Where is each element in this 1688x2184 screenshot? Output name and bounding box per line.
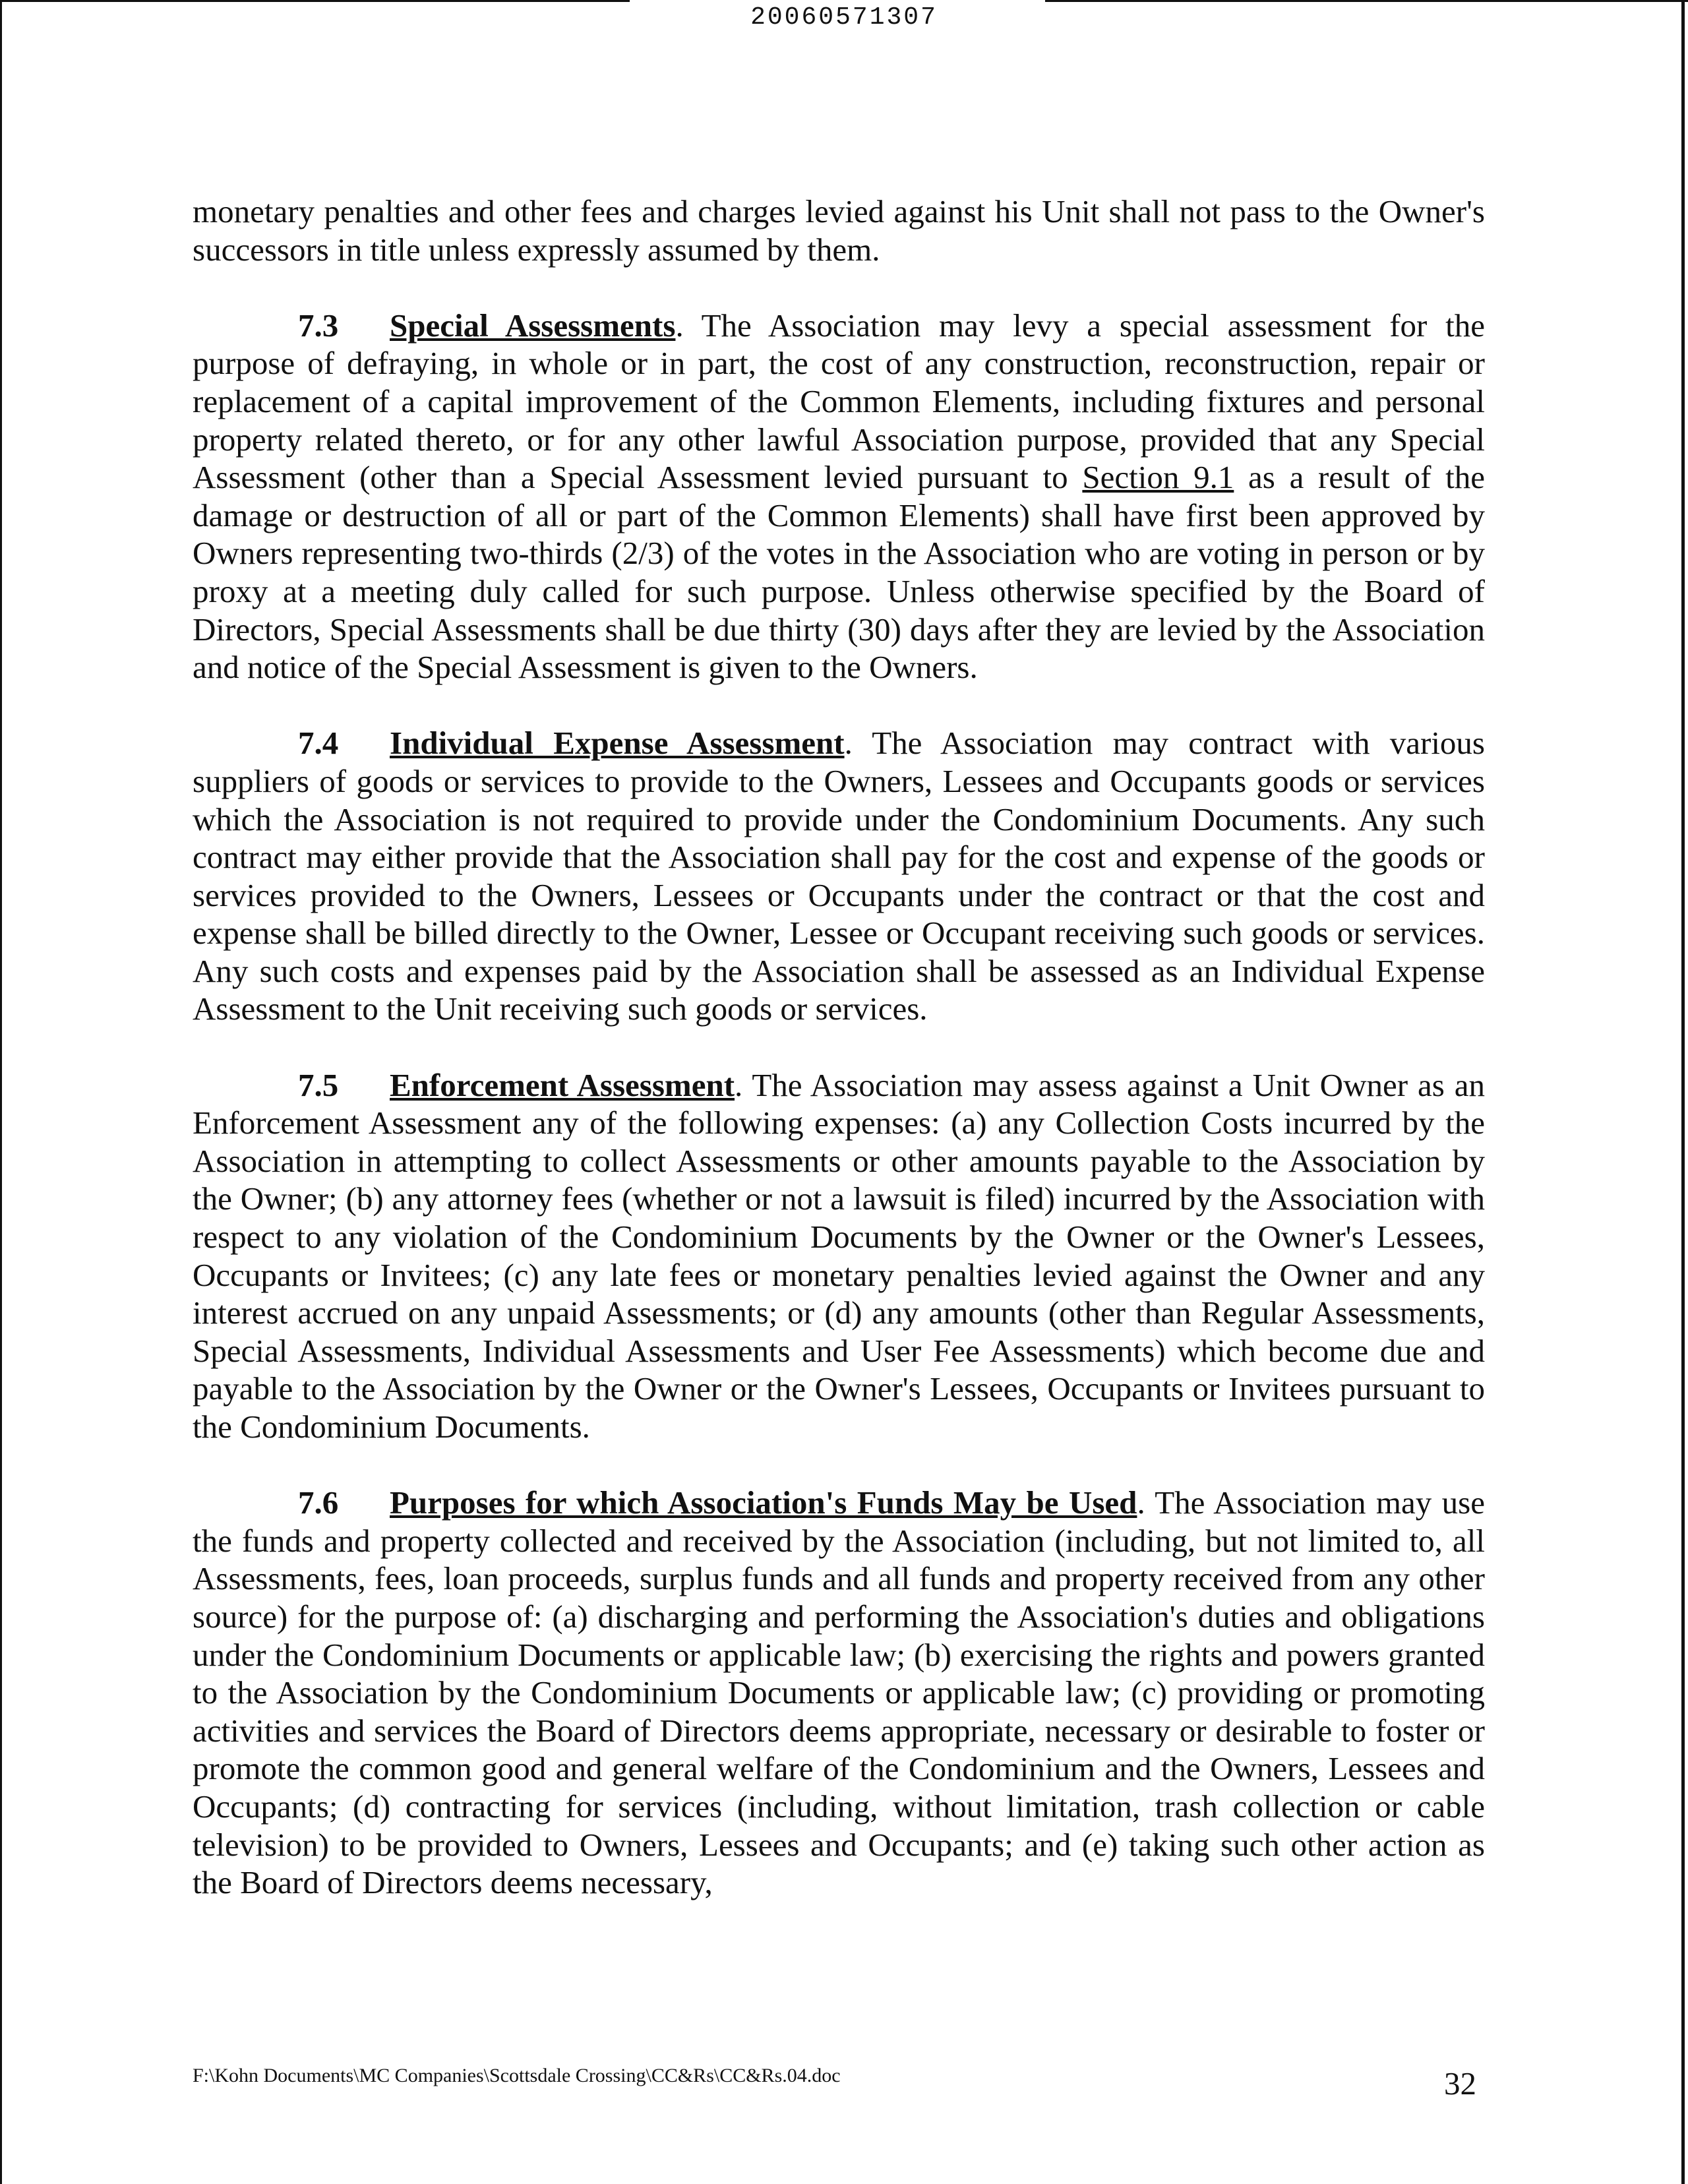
section-7-5 [193,1066,1485,1446]
section-7-6 [193,1484,1485,1902]
section-number: 7.4 [298,725,339,762]
section-text: . The Association may levy a special assessment for the purpose of defraying, in whole or in part, the cost of any construction, reconstruction, repair or replacement of a capital improvement of the Common Elements, including fixtures and personal property related thereto, or for any other lawful Association purpose, provided that any Special Assessment (other than a Special Assessment levied pursuant to [193,307,1486,496]
intro-text: monetary penalties and other fees and charges levied against his Unit shall not pass to the Owner's successors in title unless expressly assumed by them. [193,193,1485,268]
right-scan-edge [1681,0,1685,2184]
section-heading: Purposes for which Association's Funds May be Used [390,1484,1137,1521]
section-7-3 [193,307,1485,686]
document-body [193,193,1485,1902]
section-text-continued: as a result of the damage or destruction of all or part of the Common Elements) shall have first been approved by Owners representing two-thirds (2/3) of the votes in the Association who are voting in person or by proxy at a meeting duly called for such purpose. Unless otherwise specified by the Board of Directors, Special Assessments shall be due thirty (30) days after they are levied by the Association and notice of the Special Assessment is given to the Owners. [193,459,1485,686]
section-text: . The Association may contract with various suppliers of goods or services to provide to the Owners, Lessees and Occupants goods or services which the Association is not required to provide under the Condominium Documents. Any such contract may either provide that the Association shall pay for the cost and expense of the goods or services provided to the Owners, Lessees or Occupants under the contract or that the cost and expense shall be billed directly to the Owner, Lessee or Occupant receiving such goods or services. Any such costs and expenses paid by the Association shall be assessed as an Individual Expense Assessment to the Unit receiving such goods or services. [193,725,1485,1027]
section-9-1-reference: Section 9.1 [1082,459,1234,496]
section-heading: Enforcement Assessment [390,1066,735,1103]
section-number: 7.5 [298,1066,339,1103]
section-number: 7.3 [298,307,339,344]
section-heading: Individual Expense Assessment [390,725,845,762]
section-7-4 [193,724,1485,1028]
section-text: . The Association may use the funds and property collected and received by the Association (including, but not limited to, all Assessments, fees, loan proceeds, surplus funds and all funds and property received from any other source) for the purpose of: (a) discharging and performing the Association's duties and obligations under the Condominium Documents or applicable law; (b) exercising the rights and powers granted to the Association by the Condominium Documents or applicable law; (c) providing or promoting activities and services the Board of Directors deems appropriate, necessary or desirable to foster or promote the common good and general welfare of the Condominium and the Owners, Lessees and Occupants; (d) contracting for services (including, without limitation, trash collection or cable television) to be provided to Owners, Lessees and Occupants; and (e) taking such other action as the Board of Directors deems necessary, [193,1484,1485,1901]
section-text: . The Association may assess against a Unit Owner as an Enforcement Assessment any of the following expenses: (a) any Collection Costs incurred by the Association in attempting to collect Assessments or other amounts payable to the Association by the Owner; (b) any attorney fees (whether or not a lawsuit is filed) incurred by the Association with respect to any violation of the Condominium Documents by the Owner or the Owner's Lessees, Occupants or Invitees; (c) any late fees or monetary penalties levied against the Owner and any interest accrued on any unpaid Assessments; or (d) any amounts (other than Regular Assessments, Special Assessments, Individual Assessments and User Fee Assessments) which become due and payable to the Association by the Owner or the Owner's Lessees, Occupants or Invitees pursuant to the Condominium Documents. [193,1066,1485,1445]
recording-number: 20060571307 [750,3,938,32]
page-number: 32 [1444,2065,1476,2102]
footer-file-path: F:\Kohn Documents\MC Companies\Scottsdale Crossing\CC&Rs\CC&Rs.04.doc [193,2065,841,2086]
section-heading: Special Assessments [390,307,676,344]
left-scan-edge [0,0,2,2184]
section-number: 7.6 [298,1484,339,1521]
paragraph-intro [193,193,1485,268]
